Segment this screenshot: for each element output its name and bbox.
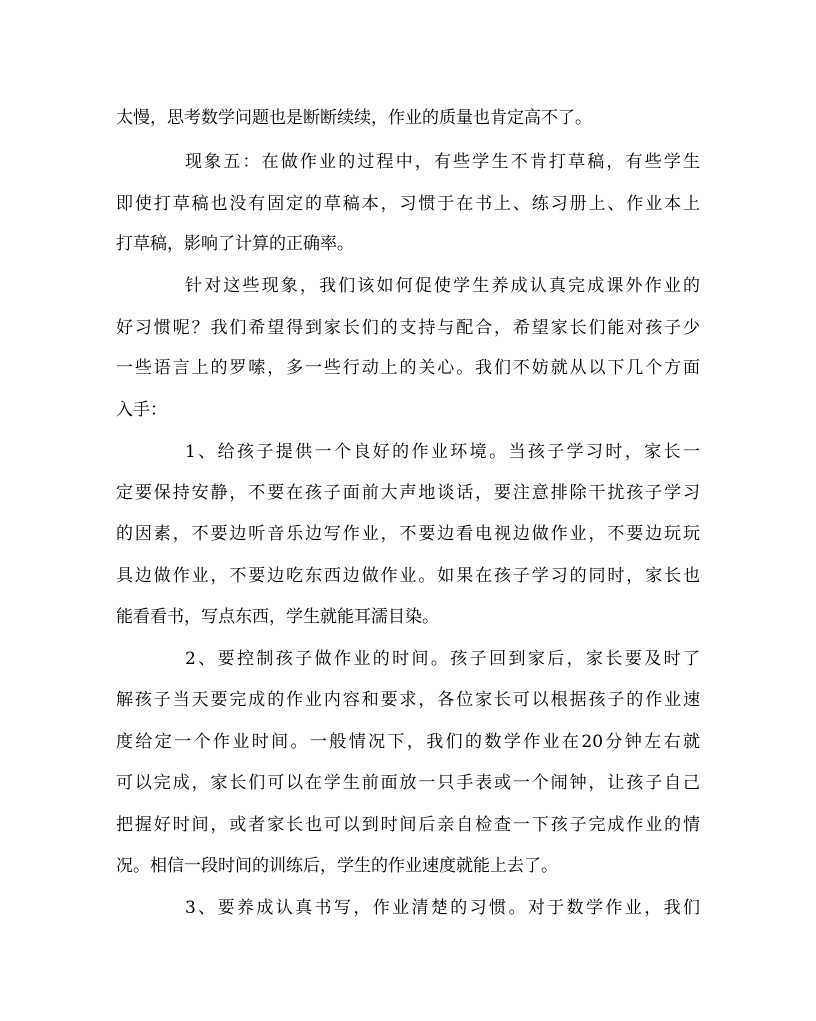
- paragraph-line: 即使打草稿也没有固定的草稿本，习惯于在书上、练习册上、作业本上: [116, 194, 700, 214]
- paragraph-line: 度给定一个作业时间。一般情况下，我们的数学作业在20分钟左右就: [116, 732, 700, 752]
- paragraph-line: 把握好时间，或者家长也可以到时间后亲自检查一下孩子完成作业的情: [116, 815, 700, 835]
- paragraph-line: 能看看书，写点东西，学生就能耳濡目染。: [116, 607, 439, 627]
- paragraph-line: 现象五：在做作业的过程中，有些学生不肯打草稿，有些学生: [185, 152, 700, 172]
- paragraph-line: 好习惯呢？我们希望得到家长们的支持与配合，希望家长们能对孩子少: [116, 318, 700, 338]
- paragraph-line: 2、要控制孩子做作业的时间。孩子回到家后，家长要及时了: [185, 649, 700, 669]
- paragraph-line: 太慢，思考数学问题也是断断续续，作业的质量也肯定高不了。: [116, 108, 592, 128]
- paragraph-line: 3、要养成认真书写，作业清楚的习惯。对于数学作业，我们: [185, 898, 700, 918]
- paragraph-line: 入手：: [116, 400, 167, 420]
- paragraph-line: 可以完成，家长们可以在学生前面放一只手表或一个闹钟，让孩子自己: [116, 773, 700, 793]
- paragraph-line: 针对这些现象，我们该如何促使学生养成认真完成课外作业的: [185, 276, 700, 296]
- paragraph-line: 具边做作业，不要边吃东西边做作业。如果在孩子学习的同时，家长也: [116, 566, 700, 586]
- paragraph-line: 解孩子当天要完成的作业内容和要求，各位家长可以根据孩子的作业速: [116, 690, 700, 710]
- paragraph-line: 况。相信一段时间的训练后，学生的作业速度就能上去了。: [116, 856, 558, 876]
- paragraph-line: 一些语言上的罗嗦，多一些行动上的关心。我们不妨就从以下几个方面: [116, 358, 700, 378]
- paragraph-line: 定要保持安静，不要在孩子面前大声地谈话，要注意排除干扰孩子学习: [116, 483, 700, 503]
- paragraph-line: 1、给孩子提供一个良好的作业环境。当孩子学习时，家长一: [185, 442, 700, 462]
- paragraph-line: 打草稿，影响了计算的正确率。: [116, 234, 354, 254]
- paragraph-line: 的因素，不要边听音乐边写作业，不要边看电视边做作业，不要边玩玩: [116, 524, 700, 544]
